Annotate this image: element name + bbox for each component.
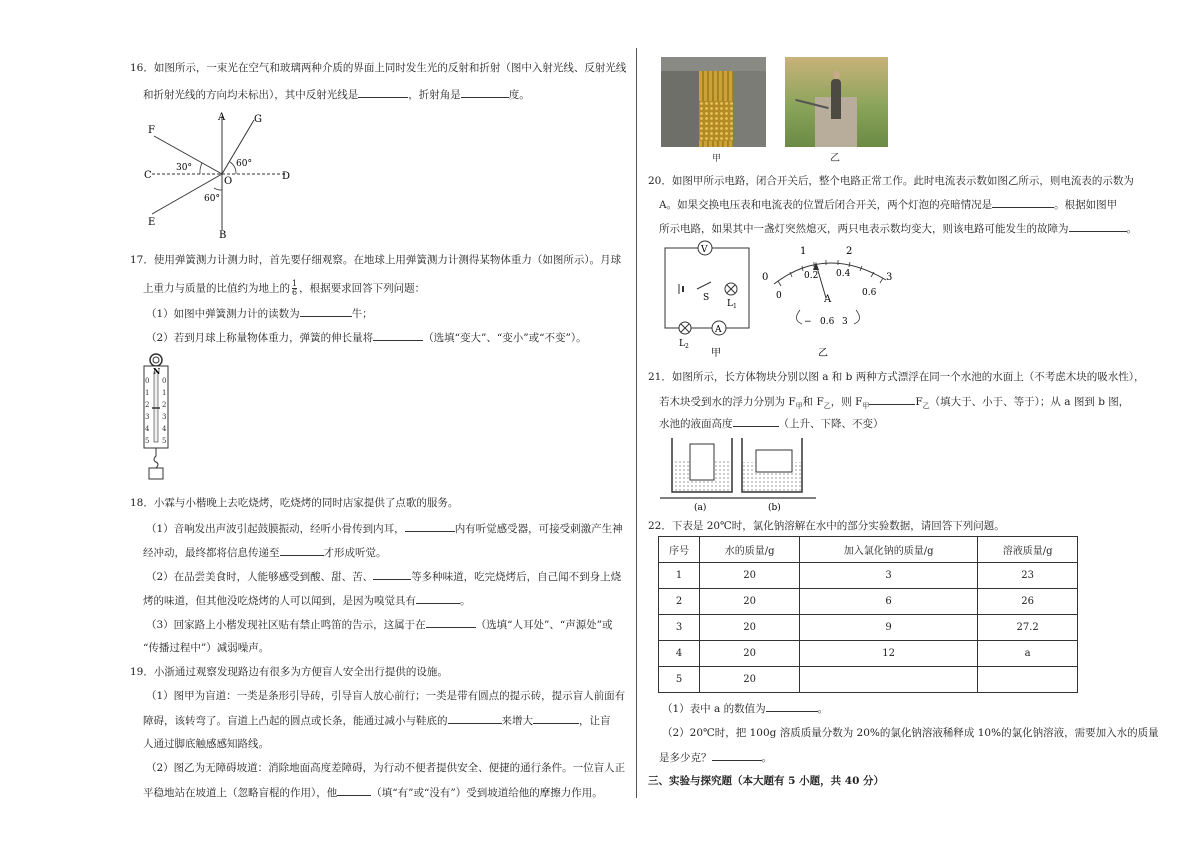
scale-right-3: 3 <box>162 413 167 421</box>
svg-text:2: 2 <box>685 343 689 350</box>
terminal-0.6: 0.6 <box>820 317 835 327</box>
q20-line2: A。如果交换电压表和电流表的位置后闭合开关，两个灯泡的亮暗情况是 。根据如图甲 <box>659 199 1118 211</box>
dial-bottom-0: 0 <box>776 291 782 301</box>
q19-sub1-line3: 人通过脚底触感感知路线。 <box>143 738 269 750</box>
table-header-cell: 水的质量/g <box>700 537 800 563</box>
q17-frac-num: 1 <box>292 279 298 288</box>
q20-line3: 所示电路，如果其中一盏灯突然熄灭，两只电表示数均变大，则该电路可能发生的故障为 。 <box>659 223 1137 235</box>
q19-sub1-line1: （1）图甲为盲道：一类是条形引导砖，引导盲人放心前行；一类是带有圆点的提示砖，提示盲人前面有 <box>146 690 626 702</box>
column-divider <box>636 48 637 798</box>
q22-sub1: （1）表中 a 的数值为 。 <box>662 703 829 715</box>
dial-caption-yi: 乙 <box>818 348 828 359</box>
table-header-cell: 溶液质量/g <box>978 537 1078 563</box>
scale-right-1: 1 <box>162 389 167 397</box>
scale-left-0: 0 <box>145 377 150 385</box>
q21-floating-block-diagram <box>658 432 818 514</box>
q17-blank-extension[interactable] <box>373 330 423 341</box>
q17-sub1: （1）如图中弹簧测力计的读数为 牛； <box>146 308 373 320</box>
dial-bottom-0.6: 0.6 <box>862 288 877 298</box>
q18-line1: 18．小霖与小楷晚上去吃烧烤，吃烧烤的同时店家提供了点歌的服务。 <box>130 497 459 509</box>
ammeter-dial-diagram <box>760 240 900 362</box>
table-cell: 12 <box>799 641 977 667</box>
q19-line1: 19．小浙通过观察发现路边有很多为方便盲人安全出行提供的设施。 <box>130 666 448 678</box>
scale-left-5: 5 <box>145 437 150 445</box>
svg-text:1: 1 <box>733 303 737 310</box>
q16-angle-60-top: 60° <box>236 159 252 169</box>
q16-angle-30: 30° <box>176 163 192 173</box>
table-cell: 6 <box>799 589 977 615</box>
q18-blank-noise[interactable] <box>426 617 476 628</box>
q20-circuit-diagram <box>655 240 765 362</box>
q22-data-table <box>658 536 1078 693</box>
scale-left-3: 3 <box>145 413 150 421</box>
q17-line2: 上重力与质量的比值约为地上的 $\frac{1}{6}$ ，根据要求回答下列问题： <box>143 279 426 297</box>
table-row <box>659 615 1078 641</box>
dial-top-0: 0 <box>762 272 769 283</box>
q18-blank-taste[interactable] <box>373 569 411 580</box>
q21-line1: 21．如图所示，长方体物块分别以图 a 和 b 两种方式漂浮在同一个水池的水面上（不考虑木块的吸水性）， <box>648 371 1145 383</box>
q19-blank-pressure[interactable] <box>533 713 579 724</box>
table-row <box>659 563 1078 589</box>
table-row <box>659 667 1078 693</box>
dial-bottom-0.4: 0.4 <box>836 269 851 279</box>
q20-line1: 20．如图甲所示电路，闭合开关后，整个电路正常工作。此时电流表示数如图乙所示，则电流表的示数为 <box>648 175 1134 187</box>
photo-caption-jia: 甲 <box>712 154 722 164</box>
table-header-cell: 加入氯化钠的质量/g <box>799 537 977 563</box>
table-cell: 1 <box>659 563 700 589</box>
scale-right-2: 2 <box>162 401 167 409</box>
scale-right-5: 5 <box>162 437 167 445</box>
table-cell: 20 <box>700 589 800 615</box>
q20-blank-brightness[interactable] <box>992 197 1054 208</box>
q16-light-diagram <box>140 108 300 238</box>
q18-blank-brain[interactable] <box>280 545 324 556</box>
ramp-photo <box>785 57 888 147</box>
q18-sub3-line2: “传播过程中”）减弱噪声。 <box>143 642 270 654</box>
q16-angle-60-bottom: 60° <box>204 194 220 204</box>
table-cell: 20 <box>700 563 800 589</box>
q22-sub2-line1: （2）20℃时，把 100g 溶质质量分数为 20%的氯化钠溶液稀释成 10%的氯化钠溶液，需要加入水的质量 <box>662 727 1159 739</box>
dial-unit-A: A <box>824 294 832 305</box>
dial-top-1: 1 <box>800 246 807 257</box>
q19-sub2-line1: （2）图乙为无障碍坡道：消除地面高度差障碍，为行动不便者提供安全、便捷的通行条件。一位盲人正 <box>146 762 626 774</box>
q18-blank-inner-ear[interactable] <box>405 521 455 532</box>
q21-caption-a: (a) <box>694 503 707 513</box>
circuit-voltmeter-V: V <box>701 245 708 255</box>
table-cell: 3 <box>659 615 700 641</box>
q19-sub2-line2: 平稳地站在坡道上（忽略盲棍的作用），他 （填“有”或“没有”）受到坡道给他的摩擦力作用。 <box>143 787 603 799</box>
photo-caption-yi: 乙 <box>830 153 840 164</box>
dial-top-2: 2 <box>846 246 853 257</box>
q17-sub2: （2）若到月球上称量物体重力，弹簧的伸长量将 （选填“变大”、“变小”或“不变”）。 <box>146 332 587 344</box>
q22-line1: 22．下表是 20℃时，氯化钠溶解在水中的部分实验数据，请回答下列问题。 <box>648 520 1005 532</box>
table-row <box>659 641 1078 667</box>
q17-frac-den: 6 <box>292 288 298 297</box>
q16-label-B: B <box>219 230 227 238</box>
table-row <box>659 589 1078 615</box>
q16-label-F: F <box>148 125 155 136</box>
table-cell: 27.2 <box>978 615 1078 641</box>
scale-left-1: 1 <box>145 389 150 397</box>
q16-label-A: A <box>218 112 226 123</box>
q18-blank-smell[interactable] <box>416 593 460 604</box>
terminal-3: 3 <box>842 317 848 327</box>
q20-blank-fault[interactable] <box>1069 221 1127 232</box>
q16-line1: 16．如图所示，一束光在空气和玻璃两种介质的界面上同时发生光的反射和折射（图中入射光线、反射光线 <box>130 62 627 74</box>
q21-line2: 若木块受到水的浮力分别为 $F_甲$和 $F_乙$，则 $F_甲$ $F_乙$（填大于、小于、等于）；从 a 图到 b 图， <box>659 396 1130 411</box>
q21-line3: 水池的液面高度 （上升、下降、不变） <box>659 418 884 430</box>
circuit-L1: L <box>727 299 733 309</box>
table-cell: 2 <box>659 589 700 615</box>
table-cell: a <box>978 641 1078 667</box>
table-header-cell: 序号 <box>659 537 700 563</box>
table-cell: 9 <box>799 615 977 641</box>
q16-line2: 和折射光线的方向均未标出），其中反射光线是 ，折射角是 度。 <box>143 89 530 101</box>
q16-blank-refraction-angle[interactable] <box>461 87 509 98</box>
table-cell: 5 <box>659 667 700 693</box>
table-header-row <box>659 537 1078 563</box>
q18-sub1-line1: （1）音响发出声波引起鼓膜振动，经听小骨传到内耳， 内有听觉感受器，可接受刺激产生神 <box>146 523 623 535</box>
q16-blank-reflected-ray[interactable] <box>358 87 408 98</box>
table-cell: 4 <box>659 641 700 667</box>
q16-label-G: G <box>254 114 262 125</box>
q18-sub2-line1: （2）在品尝美食时，人能够感受到酸、甜、苦、 等多种味道，吃完烧烤后，自己闻不到身上烧 <box>146 571 622 583</box>
q17-blank-reading[interactable] <box>300 306 352 317</box>
q16-label-O: O <box>224 176 233 187</box>
q19-blank-friction[interactable] <box>337 785 371 796</box>
q18-sub1-line2: 经冲动，最终都将信息传递至 才形成听觉。 <box>143 547 387 559</box>
scale-left-2: 2 <box>145 401 150 409</box>
tactile-paving-photo <box>661 57 766 147</box>
table-cell: 20 <box>700 615 800 641</box>
table-cell <box>799 667 977 693</box>
q16-label-D: D <box>282 171 291 182</box>
q19-blank-contact-area[interactable] <box>448 713 502 724</box>
q17-line1: 17．使用弹簧测力计测力时，首先要仔细观察。在地球上用弹簧测力计测得某物体重力（如图所示）。月球 <box>130 254 622 266</box>
circuit-L2: L <box>679 339 685 349</box>
q19-sub1-line2: 障碍，该转弯了。盲道上凸起的圆点或长条，能通过减小与鞋底的 来增大 ，让盲 <box>143 715 611 727</box>
q22-sub2-line2: 是多少克？ 。 <box>659 752 772 764</box>
dial-bottom-0.2: 0.2 <box>804 271 819 281</box>
q21-caption-b: (b) <box>768 503 781 513</box>
terminal-minus: − <box>804 317 812 327</box>
q16-label-E: E <box>148 217 156 228</box>
scale-right-0: 0 <box>162 377 167 385</box>
section-3-heading: 三、实验与探究题（本大题有 5 小题，共 40 分） <box>648 775 885 787</box>
q16-label-C: C <box>144 170 152 181</box>
table-cell <box>978 667 1078 693</box>
scale-left-4: 4 <box>145 425 150 433</box>
q21-blank-buoyancy[interactable] <box>869 394 915 405</box>
q21-blank-water-level[interactable] <box>733 416 779 427</box>
spring-scale-diagram <box>140 352 180 482</box>
circuit-ammeter-A: A <box>715 325 722 335</box>
circuit-caption-jia: 甲 <box>711 348 721 359</box>
q22-blank-water-mass[interactable] <box>712 750 762 761</box>
table-cell: 20 <box>700 641 800 667</box>
circuit-switch-S: S <box>703 293 710 303</box>
table-cell: 3 <box>799 563 977 589</box>
q22-blank-a-value[interactable] <box>766 701 818 712</box>
dial-top-3: 3 <box>886 272 893 283</box>
q18-sub3-line1: （3）回家路上小楷发现社区贴有禁止鸣笛的告示，这属于在 （选填“人耳处”、“声源处”或 <box>146 619 613 631</box>
table-cell: 20 <box>700 667 800 693</box>
spring-scale-N: N <box>153 366 161 376</box>
table-cell: 26 <box>978 589 1078 615</box>
q18-sub2-line2: 烤的味道，但其他没吃烧烤的人可以闻到，是因为嗅觉具有 。 <box>143 595 471 607</box>
scale-right-4: 4 <box>162 425 167 433</box>
table-cell: 23 <box>978 563 1078 589</box>
